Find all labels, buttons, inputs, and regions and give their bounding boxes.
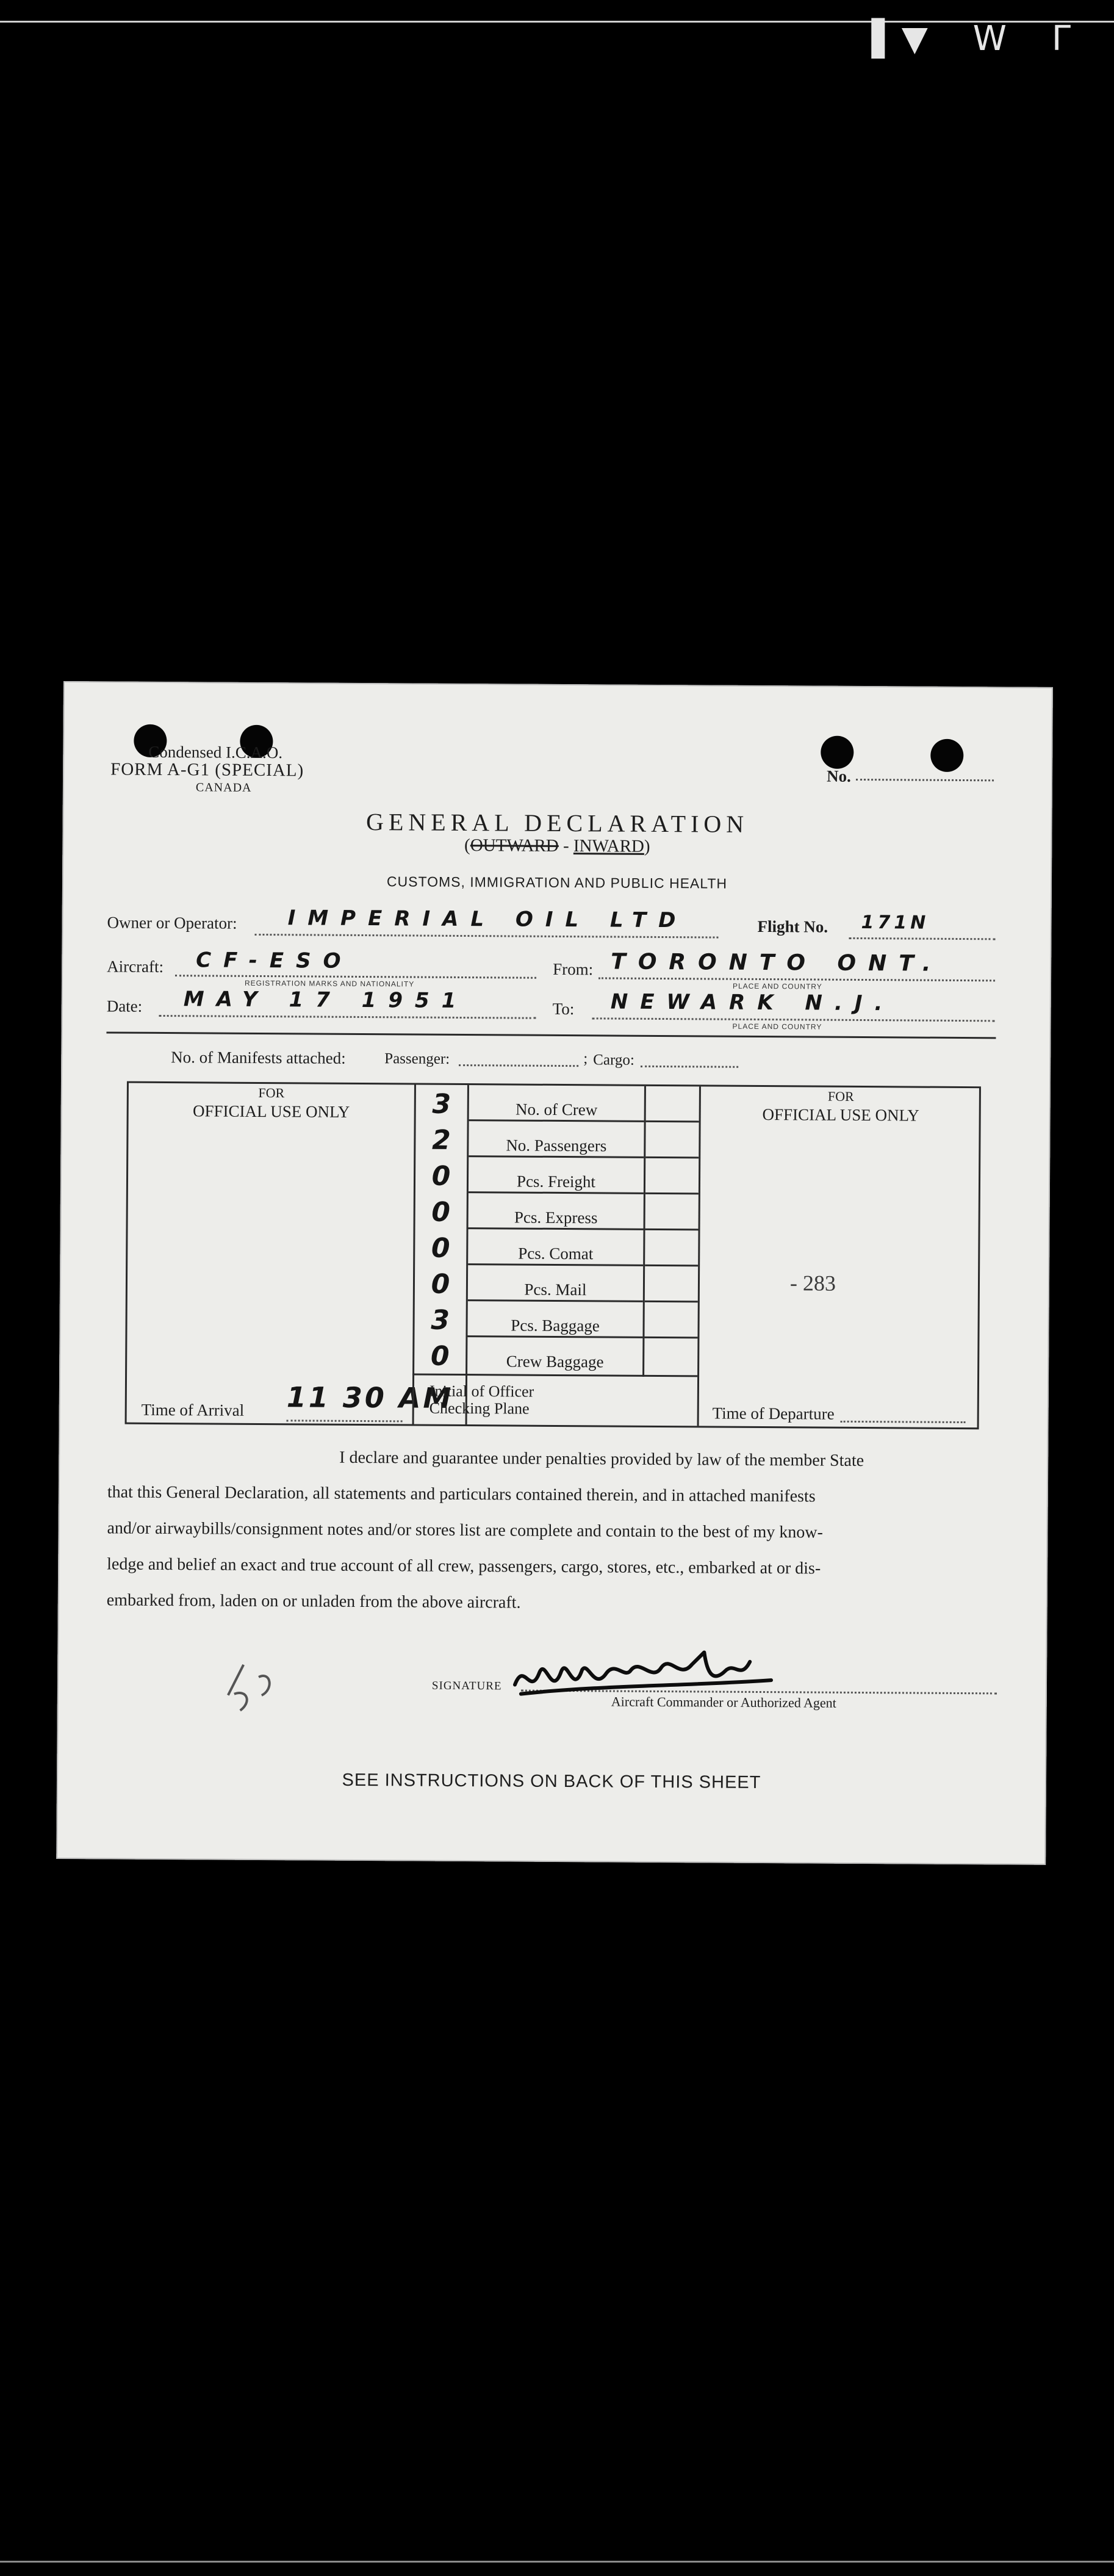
from-caption: PLACE AND COUNTRY	[732, 981, 822, 991]
date-label: Date:	[106, 997, 143, 1016]
time-of-departure-line	[841, 1421, 966, 1423]
initial-of-officer: Initial of Officer Checking Plane	[429, 1382, 534, 1418]
freight-count: 0	[431, 1160, 451, 1192]
category-column	[467, 1085, 644, 1377]
declaration-line: I declare and guarantee under penalties provided by law of the member State	[339, 1448, 864, 1471]
form-country: CANADA	[195, 781, 252, 795]
to-field-line	[592, 1017, 995, 1022]
declaration-text	[107, 1438, 999, 1623]
declaration-line: ledge and belief an exact and true account of all crew, passengers, cargo, stores, etc., embarked at or dis-	[107, 1554, 821, 1578]
owner-value: IMPERIAL OIL LTD	[287, 906, 688, 933]
left-for-label: FOR	[258, 1084, 285, 1101]
punch-hole	[930, 739, 963, 772]
left-official-use: OFFICIAL USE ONLY	[192, 1102, 350, 1121]
time-of-arrival-line	[287, 1420, 403, 1422]
crew-count: 3	[432, 1088, 451, 1120]
declaration-line: and/or airwaybills/consignment notes and/or stores list are complete and contain to the best of my know-	[107, 1518, 823, 1542]
declaration-line: embarked from, laden on or unladen from the above aircraft.	[106, 1590, 521, 1612]
to-caption: PLACE AND COUNTRY	[732, 1022, 822, 1031]
label-pcs-baggage: Pcs. Baggage	[511, 1316, 600, 1335]
from-field-line	[598, 977, 995, 981]
flight-field-line	[849, 937, 995, 940]
film-bottom-edge	[0, 2561, 1114, 2563]
punch-hole	[821, 736, 853, 769]
right-official-use: OFFICIAL USE ONLY	[762, 1105, 919, 1125]
time-of-arrival-label: Time of Arrival	[141, 1400, 245, 1420]
from-value: TORONTO ONT.	[611, 949, 943, 976]
direction-inward: INWARD	[573, 836, 645, 856]
label-no-passengers: No. Passengers	[506, 1136, 607, 1155]
date-value: MAY 17 1951	[183, 987, 469, 1014]
form-id: FORM A-G1 (SPECIAL)	[110, 759, 304, 781]
declaration-table	[125, 1081, 981, 1430]
cargo-label: Cargo:	[593, 1052, 634, 1069]
flight-label: Flight No.	[757, 917, 828, 936]
form-direction: (OUTWARD - INWARD)	[464, 835, 650, 856]
crew-baggage-count: 0	[430, 1340, 450, 1372]
signature-label: SIGNATURE	[431, 1679, 502, 1693]
general-declaration-sheet: Condensed I.C.A.O. FORM A-G1 (SPECIAL) CANADA No. GENERAL DECLARATION (OUTWARD - INWARD) CUSTOMS, IMMIGRATION AND PUBLIC HEALTH Owner or Operator: IMPERIAL OIL LTD Flight No. 171N Aircraft: CF-ESO REGISTRATION MARKS AND NATIONALITY From: TORONTO ONT. PLACE AND COUNTRY Date: MAY 17 1951 To: NEWARK N.J. PLACE AND COUNTRY No. of Manifests attached: Passenger: ; Cargo: FOR OFFICIAL USE ONLY Time of Arrival 11 30 AM 3 2 0 0 0 0 3 0 No. of Crew No. Passengers Pcs. Freight Pcs. Express Pcs. Comat Pcs. Mail Pcs. Baggage Crew Baggage Initial of Officer Checking Plane FOR OFFICIAL USE ONLY - 283 Time of Departure I declare and guarantee under penalties provided by law of the member State that this General Declaration, all statements and particulars contained therein, and in attached manifests and/or airwaybills/consignment notes and/or stores list are complete and contain to the best of my know- ledge and belief an exact and true account of all crew, passengers, cargo, stores, etc., embarked at or dis- embarked from, laden on or unladen from the above aircraft. SIGNATURE Aircraft Commander or Authorized Agent SEE INSTRUCTIONS ON BACK OF THIS SHEET	[56, 681, 1053, 1865]
to-label: To:	[552, 999, 575, 1019]
cargo-field-line	[641, 1066, 738, 1068]
aircraft-value: CF-ESO	[196, 948, 353, 973]
label-no-of-crew: No. of Crew	[516, 1100, 598, 1119]
manifests-label: No. of Manifests attached:	[171, 1048, 346, 1067]
right-for-label: FOR	[827, 1088, 854, 1104]
direction-outward-struck: OUTWARD	[470, 835, 559, 856]
baggage-count: 3	[431, 1304, 450, 1336]
instructions-footer: SEE INSTRUCTIONS ON BACK OF THIS SHEET	[342, 1770, 761, 1793]
no-field	[856, 779, 994, 781]
condensed-icao: Condensed I.C.A.O.	[148, 742, 283, 762]
declaration-line: that this General Declaration, all statements and particulars contained therein, and in attached manifests	[107, 1482, 816, 1506]
film-top-strip	[0, 0, 1114, 59]
aircraft-label: Aircraft:	[107, 957, 164, 976]
stamp-number: - 283	[789, 1271, 836, 1296]
mail-count: 0	[431, 1268, 450, 1300]
form-subtitle: CUSTOMS, IMMIGRATION AND PUBLIC HEALTH	[386, 873, 728, 892]
header-divider	[106, 1031, 996, 1039]
express-count: 0	[431, 1196, 451, 1228]
label-pcs-freight: Pcs. Freight	[516, 1172, 596, 1191]
aircraft-caption: REGISTRATION MARKS AND NATIONALITY	[244, 978, 415, 989]
passengers-count: 2	[431, 1124, 451, 1156]
owner-label: Owner or Operator:	[107, 913, 237, 933]
flight-value: 171N	[861, 911, 930, 934]
label-pcs-express: Pcs. Express	[514, 1208, 598, 1227]
to-value: NEWARK N.J.	[610, 989, 895, 1016]
count-column	[414, 1085, 467, 1376]
signature-caption: Aircraft Commander or Authorized Agent	[611, 1694, 836, 1711]
date-field-line	[159, 1015, 536, 1019]
passenger-field-line	[459, 1064, 578, 1067]
passenger-label: Passenger:	[384, 1050, 450, 1067]
no-label: No.	[826, 767, 851, 785]
comat-count: 0	[431, 1232, 450, 1264]
aircraft-field-line	[175, 975, 536, 979]
form-title: GENERAL DECLARATION	[365, 808, 749, 838]
owner-field-line	[254, 934, 718, 939]
time-of-departure-label: Time of Departure	[712, 1404, 835, 1423]
film-frame-marks: ▐▼ W Г	[858, 19, 1090, 59]
label-pcs-comat: Pcs. Comat	[518, 1244, 594, 1263]
from-label: From:	[553, 959, 594, 979]
time-of-arrival-value: 11 30 AM	[286, 1380, 454, 1415]
label-pcs-mail: Pcs. Mail	[524, 1280, 587, 1299]
label-crew-baggage: Crew Baggage	[506, 1352, 604, 1371]
